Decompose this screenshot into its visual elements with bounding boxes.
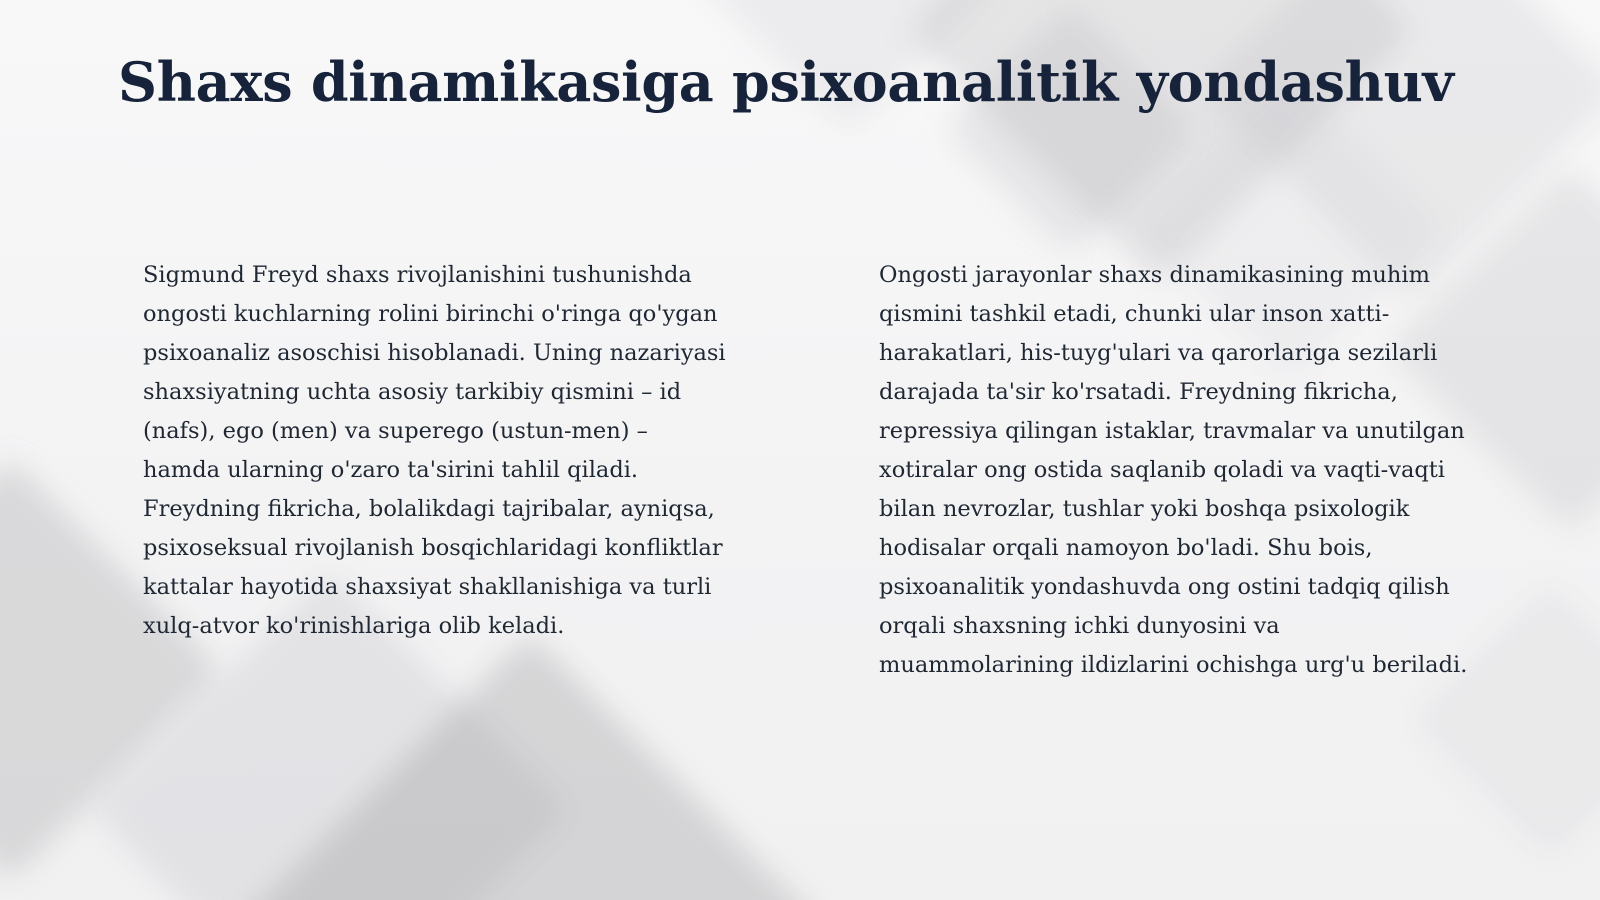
slide-title: Shaxs dinamikasiga psixoanalitik yondashuv xyxy=(118,50,1454,114)
right-paragraph: Ongosti jarayonlar shaxs dinamikasining muhim qismini tashkil etadi, chunki ular inson xatti-harakatlari, his-tuyg'ulari va qarorlariga sezilarli darajada ta'sir ko'rsatadi. Freydning fikricha, repressiya qilingan istaklar, travmalar va unutilgan xotiralar ong ostida saqlanib qoladi va vaqti-vaqti bilan nevrozlar, tushlar yoki boshqa psixologik hodisalar orqali namoyon bo'ladi. Shu bois, psixoanalitik yondashuvda ong ostini tadqiq qilish orqali shaxsning ichki dunyosini va muammolarining ildizlarini ochishga urg'u beriladi. xyxy=(879,262,1468,678)
left-paragraph: Sigmund Freyd shaxs rivojlanishini tushunishda ongosti kuchlarning rolini birinchi o'ringa qo'ygan psixoanaliz asoschisi hisoblanadi. Uning nazariyasi shaxsiyatning uchta asosiy tarkibiy qismini – id (nafs), ego (men) va superego (ustun-men) – hamda ularning o'zaro ta'sirini tahlil qiladi. Freydning fikricha, bolalikdagi tajribalar, ayniqsa, psixoseksual rivojlanish bosqichlaridagi konfliktlar kattalar hayotida shaxsiyat shakllanishiga va turli xulq-atvor ko'rinishlariga olib keladi. xyxy=(143,262,726,639)
